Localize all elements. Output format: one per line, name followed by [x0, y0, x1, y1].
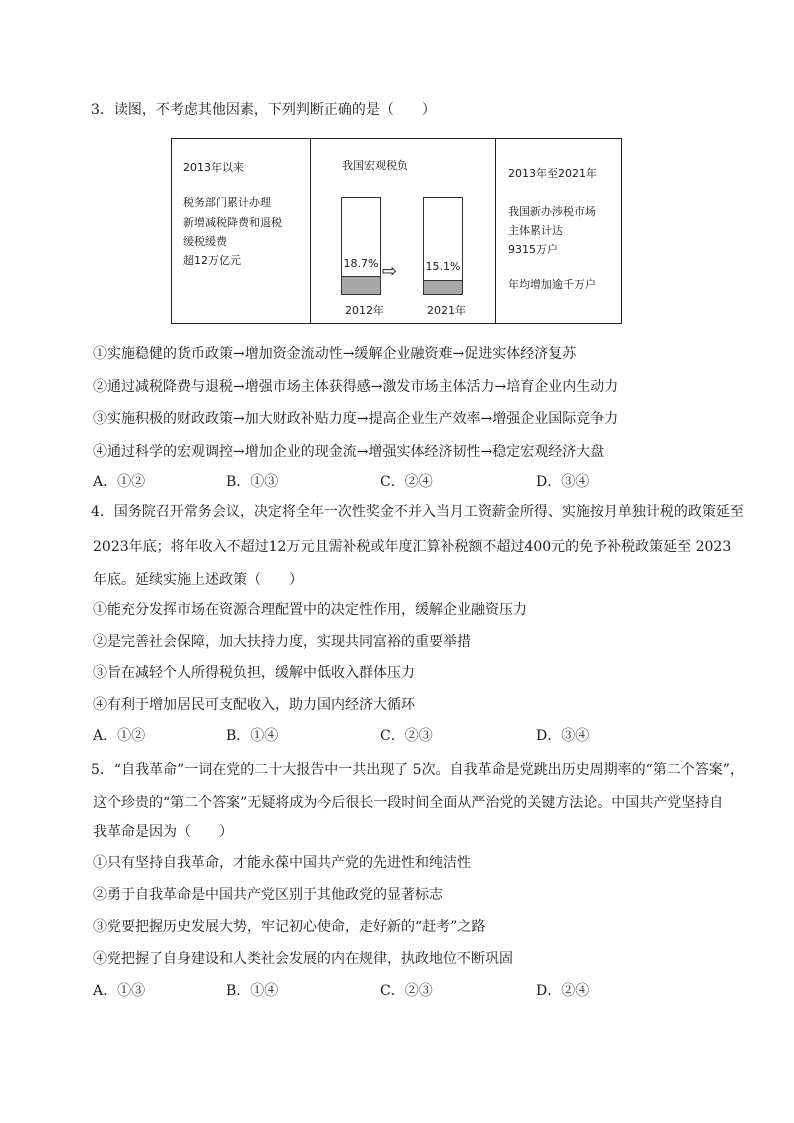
tax-bar-2021-fill	[424, 280, 462, 294]
panel-tax-cuts-line: 税务部门累计办理	[183, 196, 271, 209]
q4-stem-line: 4．国务院召开常务会议，决定将全年一次性奖金不并入当月工资薪金所得、实施按月单独计税的政策延至	[91, 504, 744, 520]
panel-tax-cuts-title: 2013年以来	[183, 161, 244, 174]
q4-choice-d[interactable]: D．③④	[536, 728, 590, 744]
q5-choice-d[interactable]: D．②④	[536, 983, 590, 999]
q4-stem-line: 年底。延续实施上述政策（ ）	[93, 572, 303, 588]
figure-panel-macro-tax	[311, 139, 496, 323]
q5-stem-line: 这个珍贵的“第二个答案”无疑将成为今后很长一段时间全面从严治党的关键方法论。中国共产党坚持自	[93, 795, 724, 811]
q5-choice-c[interactable]: C．②③	[380, 983, 433, 999]
q3-option: ③实施积极的财政政策→加大财政补贴力度→提高企业生产效率→增强企业国际竞争力	[93, 411, 619, 427]
q5-option: ②勇于自我革命是中国共产党区别于其他政党的显著标志	[93, 887, 443, 903]
figure-panel-market-entities	[496, 139, 620, 323]
tax-bar-2021-label: 15.1%	[425, 260, 461, 273]
tax-figure	[171, 138, 622, 324]
tax-bar-2012-fill	[342, 276, 380, 294]
q5-option: ③党要把握历史发展大势，牢记初心使命，走好新的“赶考”之路	[93, 919, 486, 935]
q5-stem-line: 我革命是因为（ ）	[93, 824, 233, 840]
q5-option: ④党把握了自身建设和人类社会发展的内在规律，执政地位不断巩固	[93, 951, 513, 967]
tax-bar-2012-year: 2012年	[345, 304, 384, 317]
q3-option: ②通过减税降费与退税→增强市场主体获得感→激发市场主体活力→培育企业内生动力	[93, 379, 619, 395]
panel-market-line: 我国新办涉税市场	[508, 205, 596, 218]
q3-option: ④通过科学的宏观调控→增加企业的现金流→增强实体经济韧性→稳定宏观经济大盘	[93, 444, 605, 460]
q3-choice-d[interactable]: D．③④	[536, 474, 590, 490]
tax-bar-2012	[341, 197, 381, 295]
q3-option: ①实施稳健的货币政策→增加资金流动性→缓解企业融资难→促进实体经济复苏	[93, 346, 577, 362]
tax-bar-2021	[423, 197, 463, 295]
q4-choice-b[interactable]: B．①④	[226, 728, 279, 744]
panel-market-title: 2013年至2021年	[508, 167, 597, 180]
right-arrow-icon: ⇨	[382, 261, 398, 282]
q5-choice-b[interactable]: B．①④	[226, 983, 279, 999]
tax-bar-2012-label: 18.7%	[343, 257, 379, 270]
q4-stem-line: 2023年底；将年收入不超过12万元且需补税或年度汇算补税额不超过400元的免予补税政策延至 2023	[93, 539, 732, 555]
figure-panel-tax-cuts	[172, 139, 311, 323]
q3-stem: 3．读图，不考虑其他因素，下列判断正确的是（ ）	[91, 102, 436, 118]
q3-choice-c[interactable]: C．②④	[380, 474, 433, 490]
q4-choice-a[interactable]: A．①②	[93, 728, 146, 744]
q4-option: ②是完善社会保障，加大扶持力度，实现共同富裕的重要举措	[93, 634, 471, 650]
panel-tax-cuts-line: 新增减税降费和退税	[183, 216, 282, 229]
panel-market-note: 年均增加逾千万户	[508, 278, 596, 291]
q5-option: ①只有坚持自我革命，才能永葆中国共产党的先进性和纯洁性	[93, 855, 471, 871]
panel-macro-tax-title: 我国宏观税负	[342, 159, 408, 172]
q3-choice-b[interactable]: B．①③	[226, 474, 279, 490]
q3-choice-a[interactable]: A．①②	[93, 474, 146, 490]
q5-stem-line: 5．“自我革命”一词在党的二十大报告中一共出现了 5次。自我革命是党跳出历史周期率的“第二个答案”，	[91, 762, 744, 778]
q4-option: ①能充分发挥市场在资源合理配置中的决定性作用，缓解企业融资压力	[93, 602, 527, 618]
q4-choice-c[interactable]: C．②③	[380, 728, 433, 744]
q4-option: ④有利于增加居民可支配收入，助力国内经济大循环	[93, 697, 415, 713]
q5-choice-a[interactable]: A．①③	[93, 983, 146, 999]
panel-tax-cuts-line: 超12万亿元	[183, 254, 241, 267]
q4-option: ③旨在减轻个人所得税负担，缓解中低收入群体压力	[93, 665, 415, 681]
tax-bar-2021-year: 2021年	[427, 304, 466, 317]
panel-market-line: 主体累计达	[508, 224, 563, 237]
panel-market-line: 9315万户	[508, 243, 558, 256]
panel-tax-cuts-line: 缓税缓费	[183, 235, 227, 248]
